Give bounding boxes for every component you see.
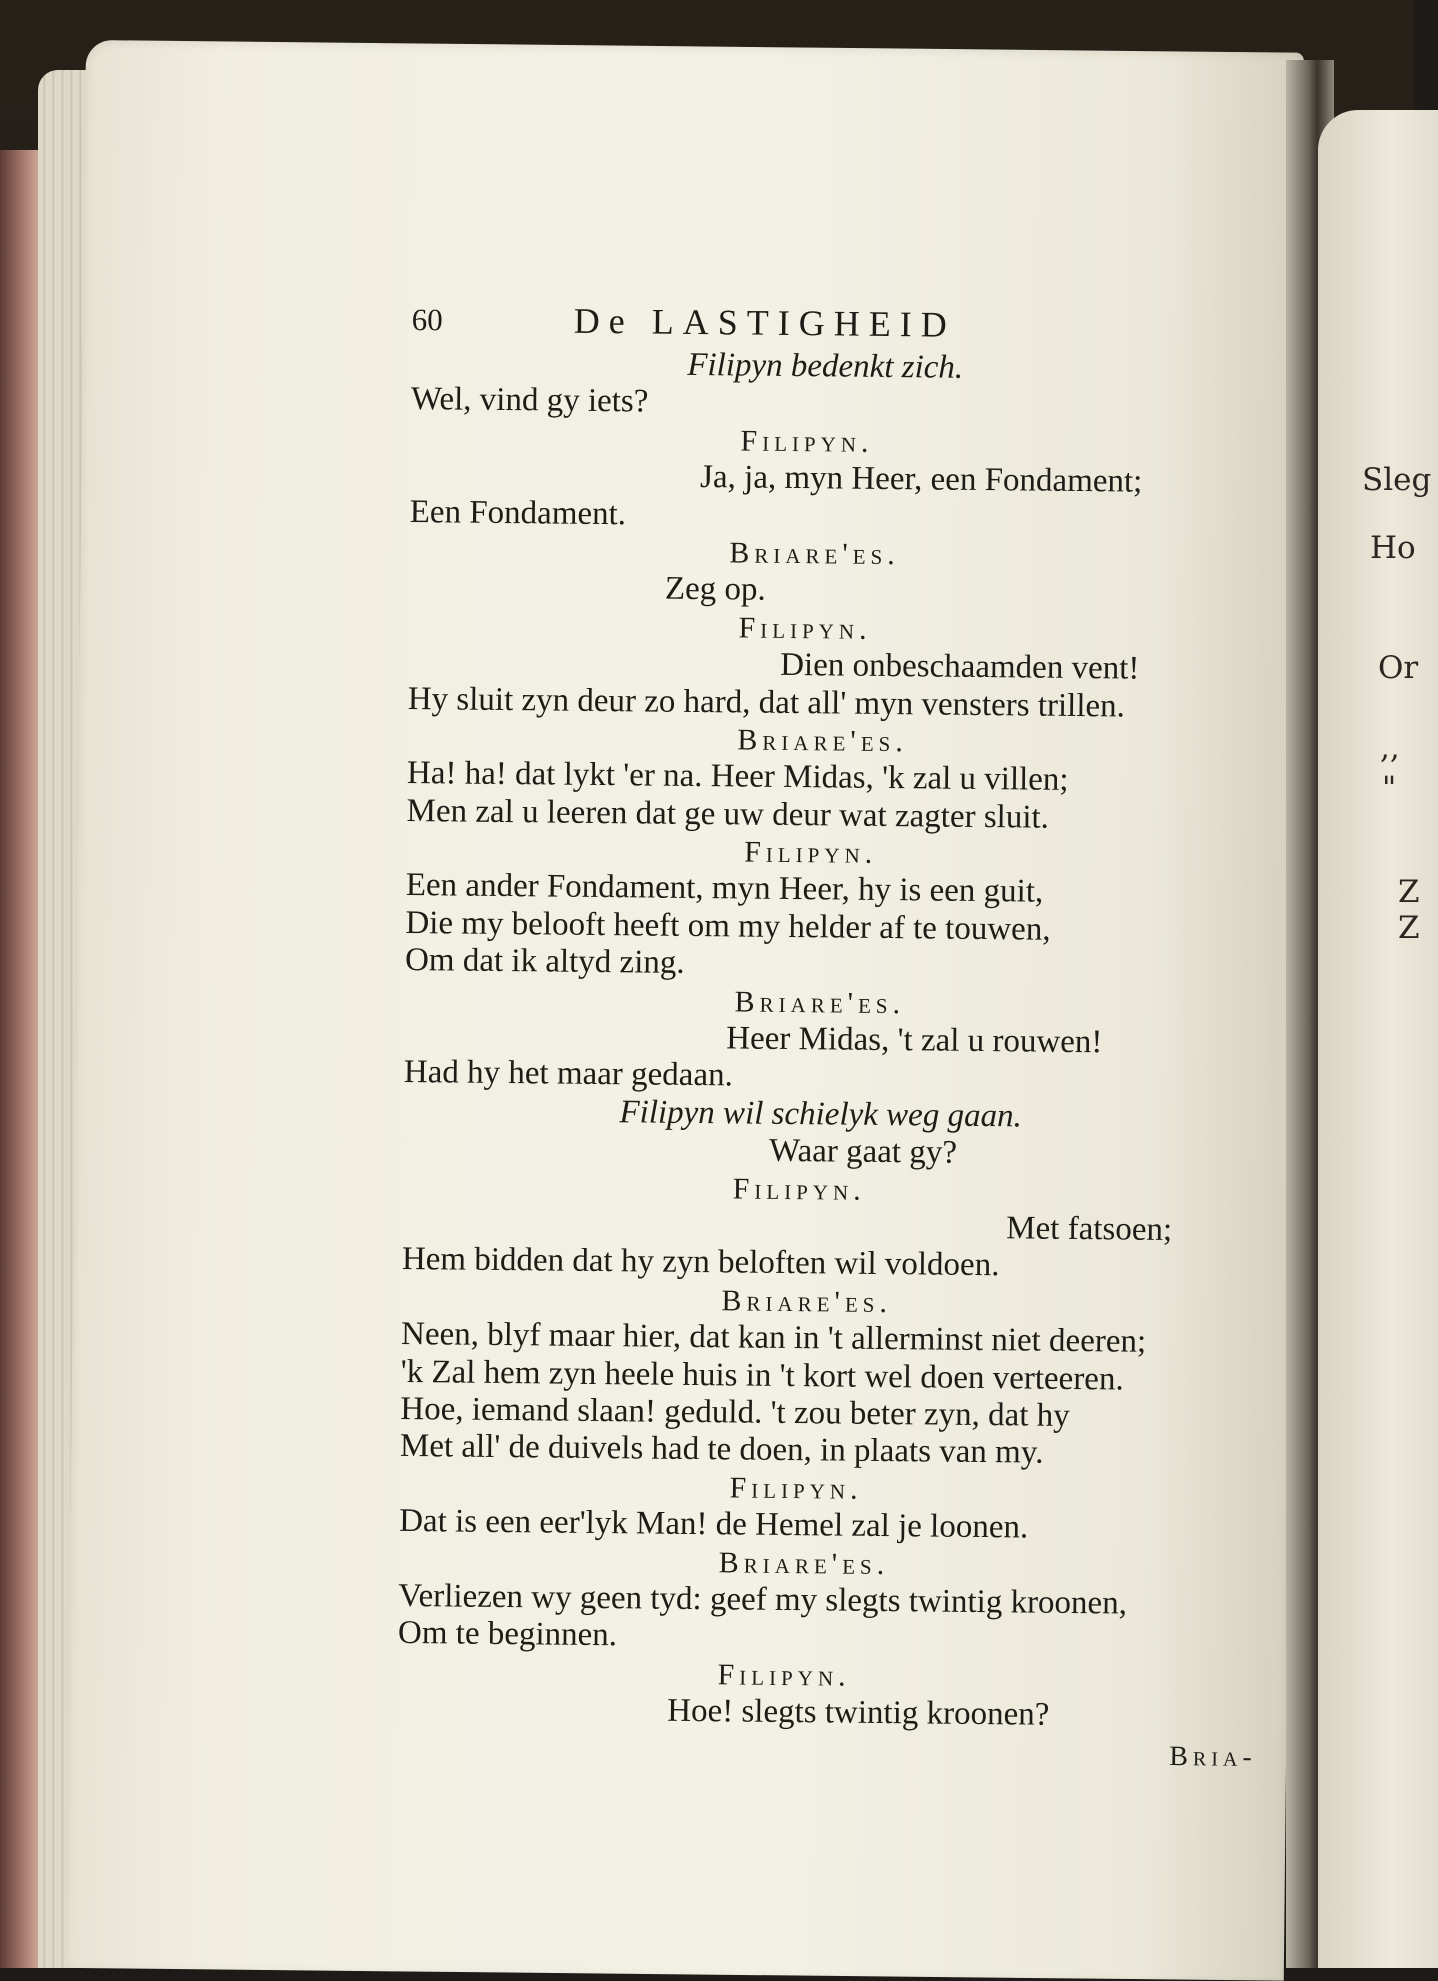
speaker-name: Briare'es. bbox=[721, 1284, 893, 1319]
speaker-name: Briare'es. bbox=[729, 536, 900, 572]
verse-text: Met all' de duivels had te doen, in plaats van my. bbox=[399, 1428, 1044, 1472]
facing-text-fragment: Z bbox=[1398, 910, 1420, 946]
facing-text-fragment: Z bbox=[1398, 874, 1420, 910]
speaker-name: Filipyn. bbox=[717, 1657, 851, 1693]
facing-text-fragment: Ho bbox=[1370, 530, 1416, 566]
verse-text: Ja, ja, myn Heer, een Fondament; bbox=[699, 459, 1143, 500]
verse-text: Dat is een eer'lyk Man! de Hemel zal je loonen. bbox=[399, 1503, 1029, 1546]
verse-text: Hy sluit zyn deur zo hard, dat all' myn vensters trillen. bbox=[407, 680, 1126, 725]
stage-direction: Filipyn bedenkt zich. bbox=[687, 346, 964, 386]
verse-text: Met fatsoen; bbox=[1006, 1210, 1173, 1248]
verse-text: Ha! ha! dat lykt 'er na. Heer Midas, 'k zal u villen; bbox=[406, 755, 1069, 799]
speaker-name: Briare'es. bbox=[737, 723, 908, 759]
page-header bbox=[412, 298, 1272, 353]
verse-text: Neen, blyf maar hier, dat kan in 't allerminst niet deeren; bbox=[400, 1316, 1147, 1360]
verse-text: Hem bidden dat hy zyn beloften wil voldoen. bbox=[401, 1241, 1000, 1284]
verse-text: Hoe, iemand slaan! geduld. 't zou beter zyn, dat hy bbox=[400, 1390, 1070, 1434]
verse-text: Een ander Fondament, myn Heer, hy is een guit, bbox=[405, 867, 1044, 911]
verse-text: Die my belooft heeft om my helder af te touwen, bbox=[405, 904, 1051, 948]
stage-direction: Filipyn wil schielyk weg gaan. bbox=[619, 1094, 1022, 1135]
verse-text: Zeg op. bbox=[664, 571, 766, 609]
facing-text-fragment: Or bbox=[1378, 650, 1419, 686]
verse-line bbox=[397, 1690, 1257, 1736]
verse-text: Wel, vind gy iets? bbox=[410, 381, 649, 420]
speaker-name: Filipyn. bbox=[740, 424, 874, 459]
facing-text-fragment: Sleg bbox=[1362, 462, 1432, 498]
page-text-block bbox=[397, 298, 1272, 1776]
verse-text: Had hy het maar gedaan. bbox=[403, 1054, 733, 1094]
verse-text: Om dat ik altyd zing. bbox=[404, 942, 685, 982]
speaker-name: Filipyn. bbox=[744, 835, 878, 870]
speaker-name: Filipyn. bbox=[738, 611, 872, 646]
facing-text-fragment: " bbox=[1382, 770, 1397, 806]
verse-text: Men zal u leeren dat ge uw deur wat zagter sluit. bbox=[406, 792, 1050, 836]
verse-text: Om te beginnen. bbox=[397, 1615, 618, 1654]
page-number: 60 bbox=[411, 301, 443, 338]
catchword: Bria- bbox=[1169, 1741, 1257, 1774]
speaker-name: Filipyn. bbox=[732, 1172, 866, 1207]
running-title: De LASTIGHEID bbox=[573, 300, 956, 345]
verse-text: Heer Midas, 't zal u rouwen! bbox=[726, 1020, 1103, 1061]
verse-text: Waar gaat gy? bbox=[768, 1132, 958, 1171]
play-text bbox=[397, 344, 1271, 1736]
facing-text-fragment: ,, bbox=[1380, 730, 1400, 766]
speaker-name: Filipyn. bbox=[729, 1471, 863, 1506]
verse-text: 'k Zal hem zyn heele huis in 't kort wel doen verteeren. bbox=[400, 1353, 1124, 1398]
verse-text: Hoe! slegts twintig kroonen? bbox=[667, 1692, 1050, 1733]
verse-text: Dien onbeschaamden vent! bbox=[779, 647, 1140, 687]
verse-text: Verliezen wy geen tyd: geef my slegts twintig kroonen, bbox=[398, 1577, 1128, 1622]
speaker-name: Briare'es. bbox=[734, 985, 906, 1020]
verse-text: Een Fondament. bbox=[409, 493, 627, 532]
facing-page bbox=[1318, 110, 1438, 1968]
speaker-name: Briare'es. bbox=[718, 1545, 890, 1581]
